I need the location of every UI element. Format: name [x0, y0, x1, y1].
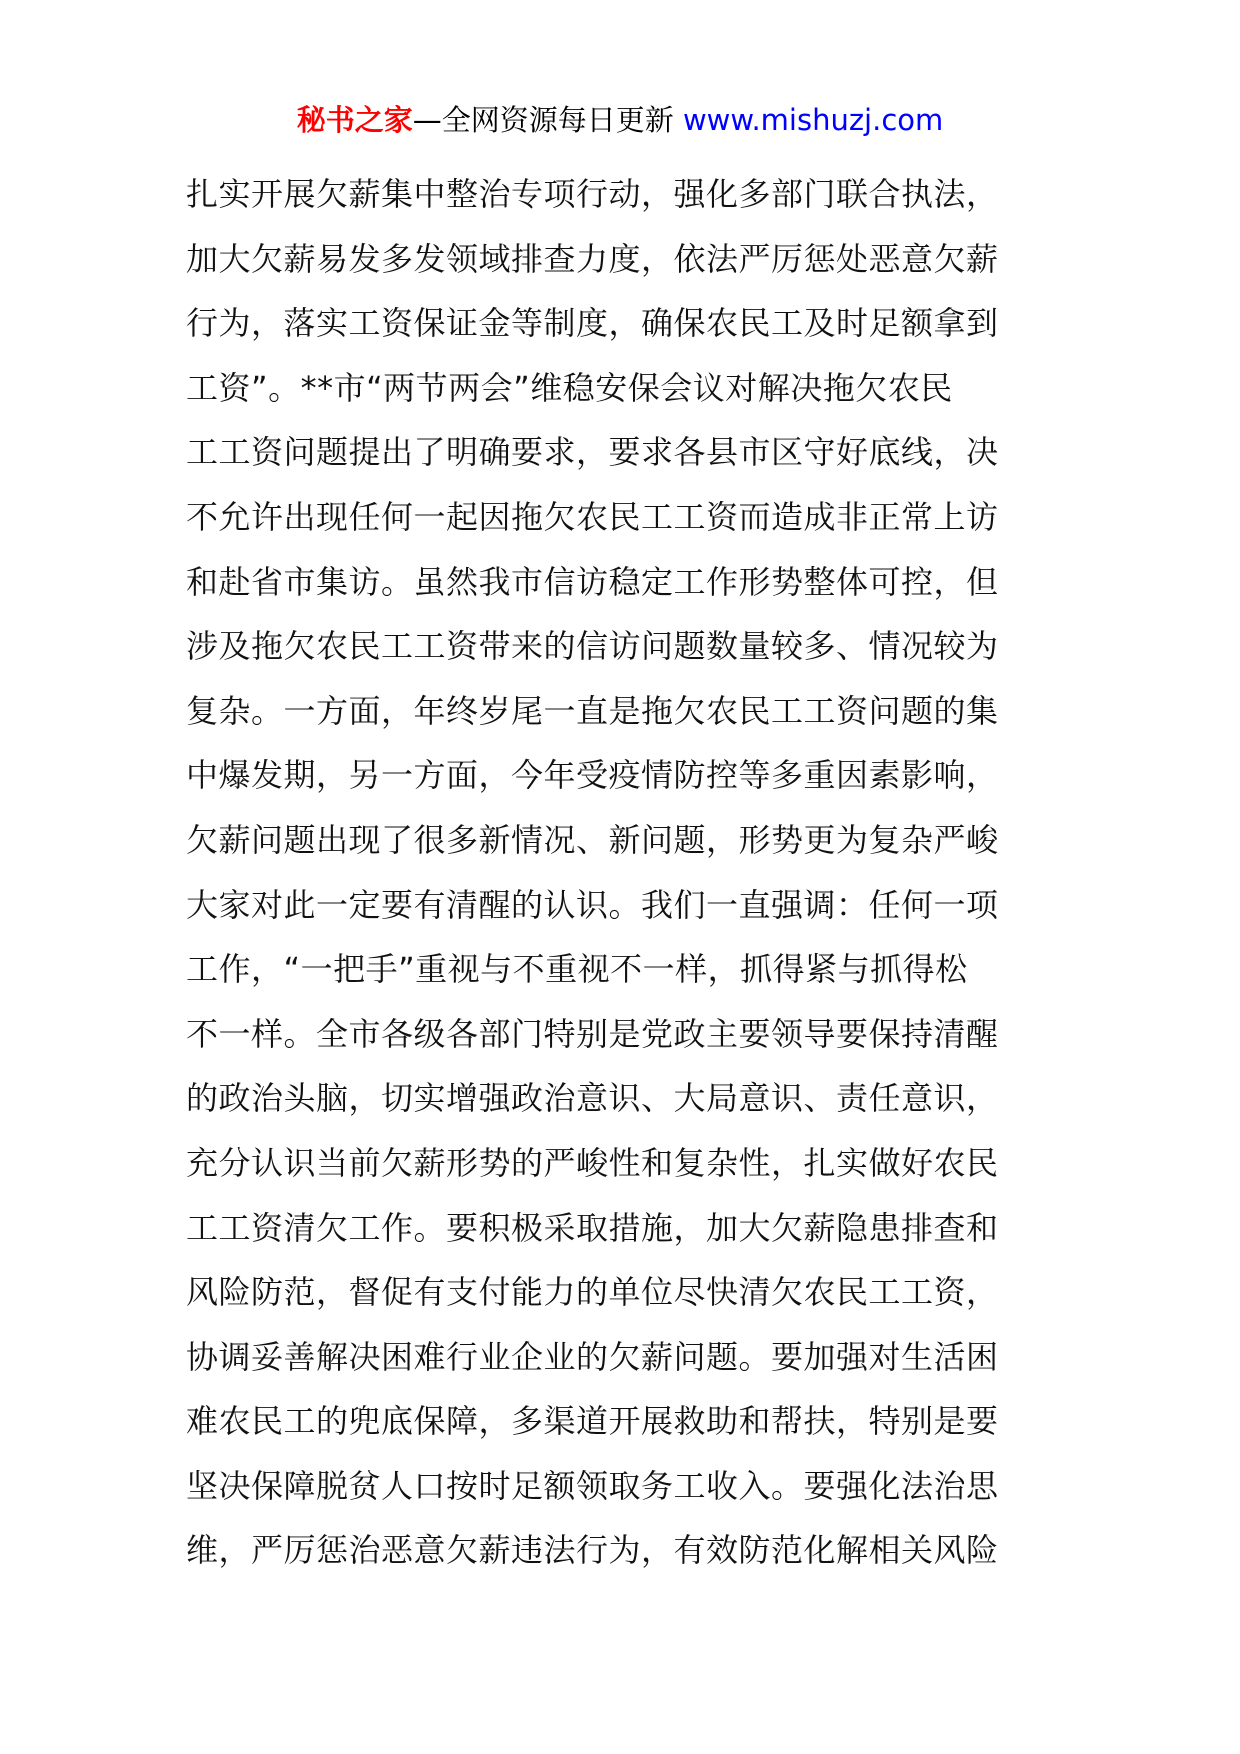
text-line: 工作，“一把手”重视与不重视不一样，抓得紧与抓得松 — [186, 950, 968, 989]
page-header — [0, 100, 1240, 140]
text-line: 和赴省市集访。虽然我市信访稳定工作形势整体可控，但 — [186, 562, 999, 601]
header-tagline: —全网资源每日更新 — [412, 103, 683, 137]
text-line: 不允许出现任何一起因拖欠农民工工资而造成非正常上访 — [186, 497, 999, 536]
website-link[interactable]: www.mishuzj.com — [682, 103, 944, 137]
text-line: 欠薪问题出现了很多新情况、新问题，形势更为复杂严峻 — [186, 820, 999, 859]
text-line: 不一样。全市各级各部门特别是党政主要领导要保持清醒 — [186, 1014, 999, 1053]
text-line: 中爆发期，另一方面，今年受疫情防控等多重因素影响， — [186, 756, 999, 795]
text-line: 行为，落实工资保证金等制度，确保农民工及时足额拿到 — [186, 304, 999, 343]
text-line: 坚决保障脱贫人口按时足额领取务工收入。要强化法治思 — [186, 1466, 999, 1505]
text-line: 风险防范，督促有支付能力的单位尽快清欠农民工工资， — [186, 1273, 999, 1312]
text-line: 加大欠薪易发多发领域排查力度，依法严厉惩处恶意欠薪 — [186, 239, 999, 278]
text-line: 工工资问题提出了明确要求，要求各县市区守好底线，决 — [186, 433, 999, 472]
text-line: 充分认识当前欠薪形势的严峻性和复杂性，扎实做好农民 — [186, 1143, 999, 1182]
text-line: 的政治头脑，切实增强政治意识、大局意识、责任意识， — [186, 1079, 999, 1118]
text-line: 工工资清欠工作。要积极采取措施，加大欠薪隐患排查和 — [186, 1208, 999, 1247]
text-line: 复杂。一方面，年终岁尾一直是拖欠农民工工资问题的集 — [186, 691, 999, 730]
text-line: 大家对此一定要有清醒的认识。我们一直强调：任何一项 — [186, 885, 999, 924]
text-line: 协调妥善解决困难行业企业的欠薪问题。要加强对生活困 — [186, 1337, 999, 1376]
text-line: 扎实开展欠薪集中整治专项行动，强化多部门联合执法， — [186, 175, 999, 213]
text-line: 涉及拖欠农民工工资带来的信访问题数量较多、情况较为 — [186, 627, 999, 666]
brand-name: 秘书之家 — [296, 103, 413, 137]
text-line: 工资”。**市“两节两会”维稳安保会议对解决拖欠农民 — [186, 368, 953, 407]
text-line: 维，严厉惩治恶意欠薪违法行为，有效防范化解相关风险 — [186, 1531, 999, 1570]
body-paragraph — [186, 162, 1066, 1583]
text-line: 难农民工的兜底保障，多渠道开展救助和帮扶，特别是要 — [186, 1402, 999, 1441]
